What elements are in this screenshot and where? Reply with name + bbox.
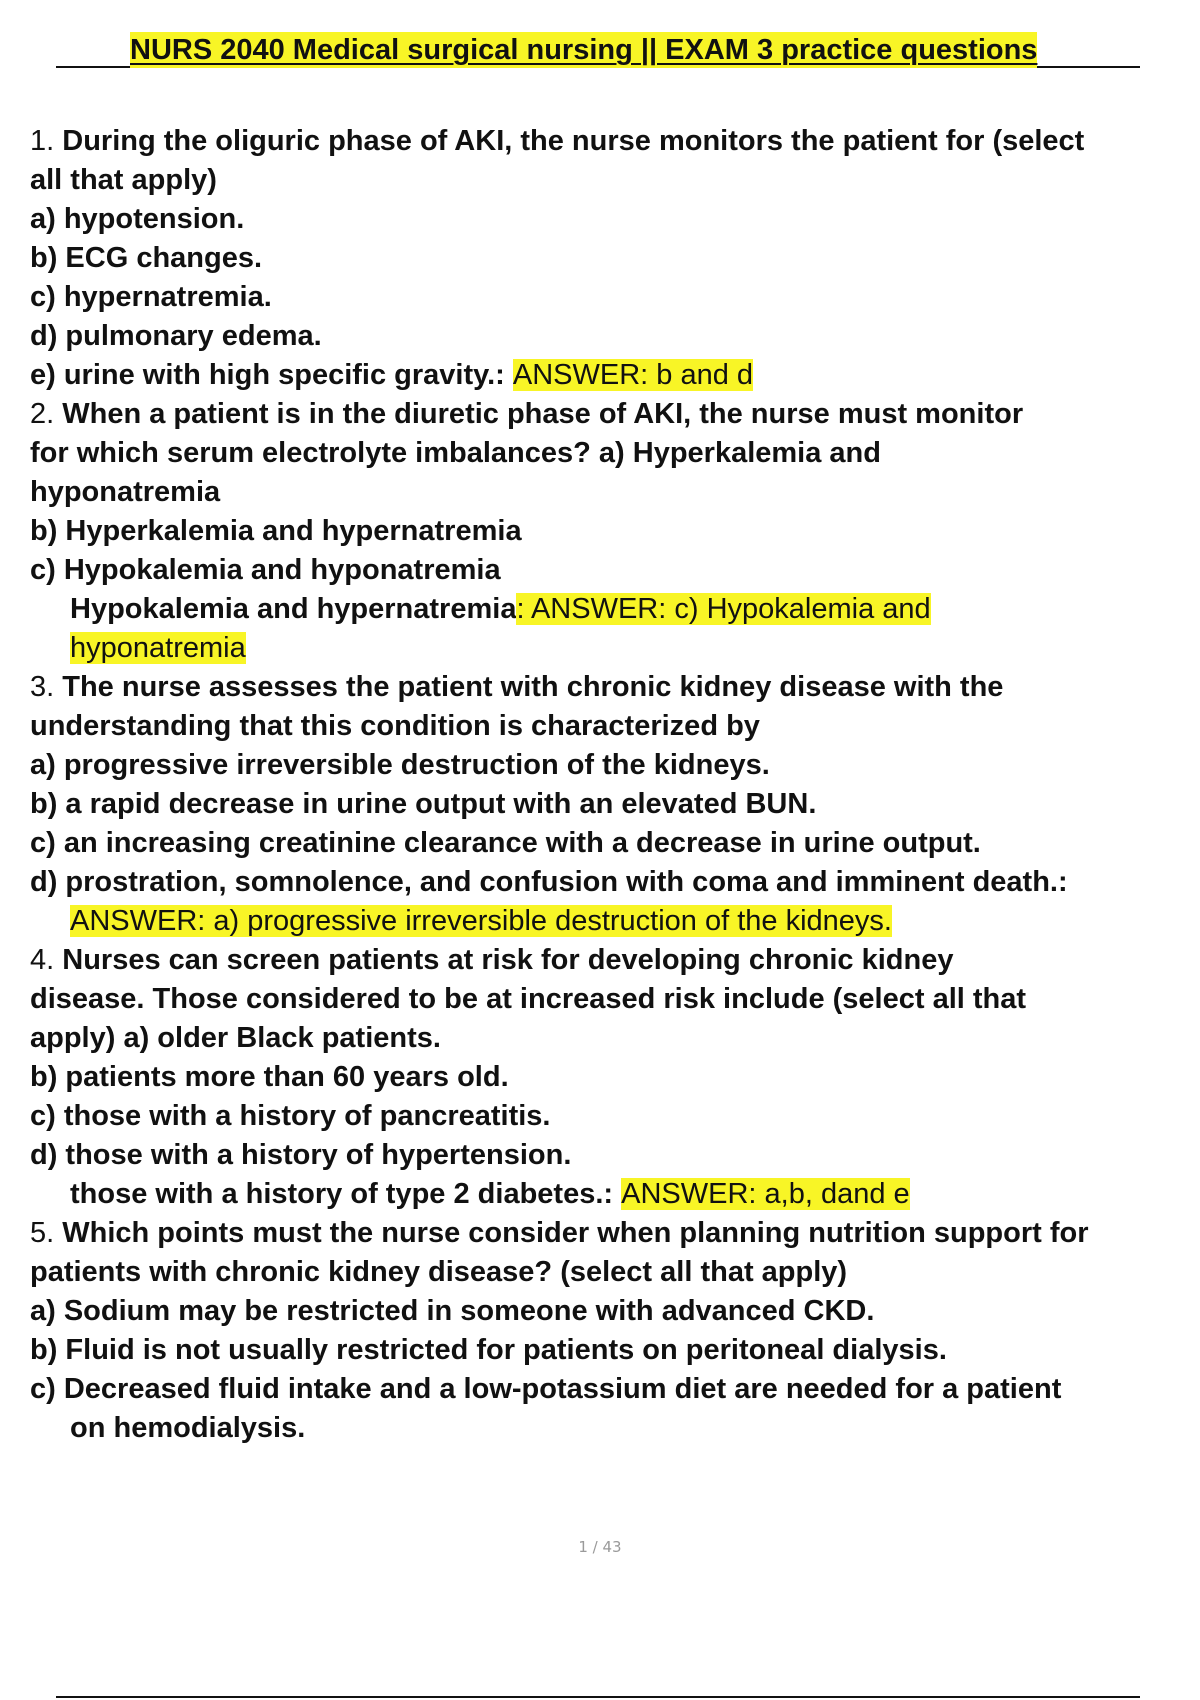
option-text: c) Decreased fluid intake and a low-potassium diet are needed for a patient <box>30 1373 1062 1405</box>
question-text: hyponatremia <box>30 476 221 508</box>
question-number: 4. <box>30 944 55 976</box>
question-line <box>30 980 1200 1019</box>
option-line <box>30 278 1200 317</box>
option-text: b) Hyperkalemia and hypernatremia <box>30 515 522 547</box>
option-line <box>30 746 1200 785</box>
option-line <box>30 356 1200 395</box>
option-line <box>30 1292 1200 1331</box>
document-title: NURS 2040 Medical surgical nursing || EXAM 3 practice questions <box>130 34 1038 66</box>
question-line <box>30 707 1200 746</box>
option-text: on hemodialysis. <box>70 1412 306 1444</box>
question-text: disease. Those considered to be at increased risk include (select all that <box>30 983 1027 1015</box>
question-line <box>30 434 1200 473</box>
question-text: apply) a) older Black patients. <box>30 1022 441 1054</box>
option-text: c) hypernatremia. <box>30 281 272 313</box>
question-line <box>30 1253 1200 1292</box>
question-1 <box>30 122 1200 395</box>
question-line <box>30 122 1200 161</box>
question-text: all that apply) <box>30 164 217 196</box>
question-number: 1. <box>30 125 55 157</box>
option-line <box>30 317 1200 356</box>
question-text: patients with chronic kidney disease? (select all that apply) <box>30 1256 848 1288</box>
option-text: c) an increasing creatinine clearance with a decrease in urine output. <box>30 827 981 859</box>
option-text: b) patients more than 60 years old. <box>30 1061 509 1093</box>
option-text: d) those with a history of hypertension. <box>30 1139 572 1171</box>
option-line <box>30 239 1200 278</box>
option-line <box>30 1370 1200 1409</box>
option-text: b) a rapid decrease in urine output with an elevated BUN. <box>30 788 817 820</box>
question-line <box>30 941 1200 980</box>
answer-line <box>30 902 1200 941</box>
option-line <box>30 824 1200 863</box>
bottom-rule <box>56 1696 1140 1698</box>
option-text: a) progressive irreversible destruction of the kidneys. <box>30 749 770 781</box>
option-line <box>30 1136 1200 1175</box>
option-text: a) Sodium may be restricted in someone with advanced CKD. <box>30 1295 875 1327</box>
option-text: Hypokalemia and hypernatremia <box>70 593 517 625</box>
question-text: Which points must the nurse consider when planning nutrition support for <box>62 1217 1089 1249</box>
option-line <box>30 551 1200 590</box>
question-line <box>30 161 1200 200</box>
option-text: d) pulmonary edema. <box>30 320 322 352</box>
question-3 <box>30 668 1200 941</box>
option-line <box>30 1331 1200 1370</box>
question-text: During the oliguric phase of AKI, the nurse monitors the patient for (select <box>62 125 1085 157</box>
question-2 <box>30 395 1200 668</box>
option-text: those with a history of type 2 diabetes.: <box>70 1178 622 1210</box>
question-text: for which serum electrolyte imbalances? a) Hyperkalemia and <box>30 437 881 469</box>
question-text: The nurse assesses the patient with chronic kidney disease with the <box>62 671 1004 703</box>
option-line <box>30 785 1200 824</box>
question-line <box>30 395 1200 434</box>
answer-highlight: ANSWER: a) progressive irreversible destruction of the kidneys. <box>70 905 892 937</box>
answer-line <box>30 629 1200 668</box>
question-list <box>30 122 1200 1448</box>
answer-highlight: hyponatremia <box>70 632 246 664</box>
answer-highlight: ANSWER: b and d <box>512 359 754 391</box>
question-4 <box>30 941 1200 1214</box>
answer-highlight: ANSWER: a,b, dand e <box>621 1178 910 1210</box>
option-line <box>30 863 1200 902</box>
question-line <box>30 473 1200 512</box>
question-5 <box>30 1214 1200 1448</box>
option-text: c) those with a history of pancreatitis. <box>30 1100 551 1132</box>
option-line <box>30 1058 1200 1097</box>
option-text: a) hypotension. <box>30 203 245 235</box>
option-line <box>30 590 1200 629</box>
question-text: Nurses can screen patients at risk for developing chronic kidney <box>62 944 954 976</box>
question-number: 2. <box>30 398 55 430</box>
option-line <box>30 1175 1200 1214</box>
question-text: understanding that this condition is characterized by <box>30 710 760 742</box>
question-line <box>30 668 1200 707</box>
question-number: 5. <box>30 1217 55 1249</box>
option-line <box>30 200 1200 239</box>
option-line <box>30 1409 1200 1448</box>
answer-highlight: : ANSWER: c) Hypokalemia and <box>516 593 931 625</box>
question-number: 3. <box>30 671 55 703</box>
title-row <box>56 28 1140 72</box>
question-line <box>30 1214 1200 1253</box>
option-line <box>30 1097 1200 1136</box>
question-line <box>30 1019 1200 1058</box>
option-text: d) prostration, somnolence, and confusion with coma and imminent death.: <box>30 866 1068 898</box>
option-text: e) urine with high specific gravity.: <box>30 359 513 391</box>
option-text: b) ECG changes. <box>30 242 263 274</box>
question-text: When a patient is in the diuretic phase of AKI, the nurse must monitor <box>62 398 1024 430</box>
option-text: b) Fluid is not usually restricted for patients on peritoneal dialysis. <box>30 1334 947 1366</box>
option-text: c) Hypokalemia and hyponatremia <box>30 554 501 586</box>
option-line <box>30 512 1200 551</box>
page-indicator: 1 / 43 <box>578 1538 622 1556</box>
